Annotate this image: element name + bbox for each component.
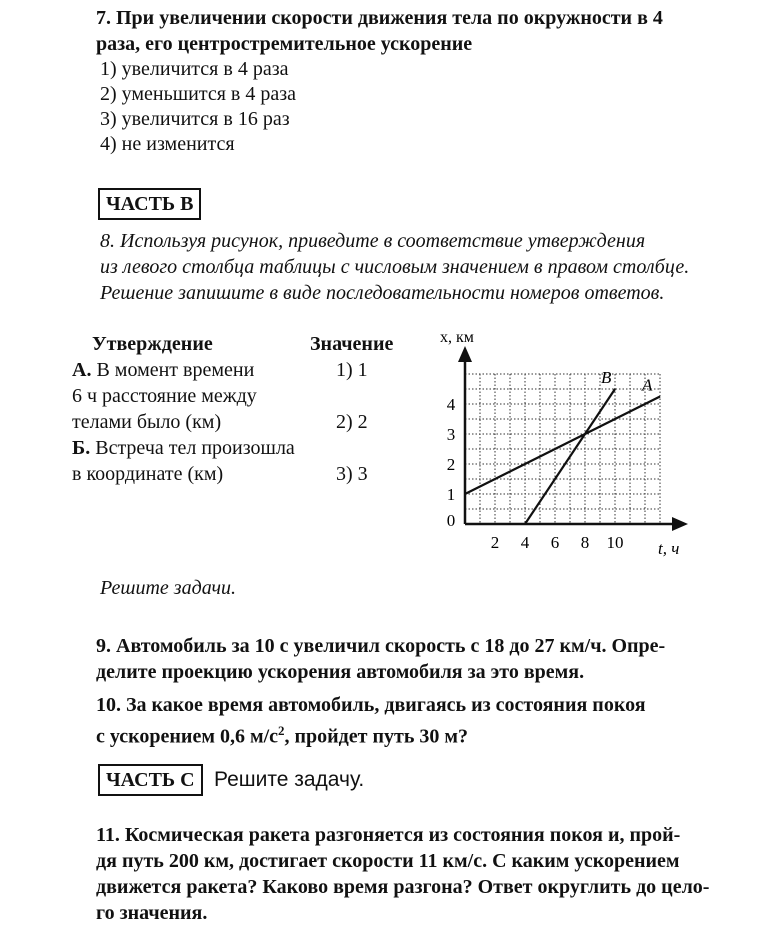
statement-a-letter: А. (72, 359, 92, 381)
x-tick-label: 2 (490, 533, 500, 552)
statement-b-letter: Б. (72, 437, 91, 459)
q7-options (100, 57, 296, 157)
y-tick-label: 0 (446, 511, 456, 530)
y-axis-arrow (458, 346, 472, 362)
statement-b-line1: Встреча тел произошла (95, 437, 295, 459)
q11-line2: дя путь 200 км, достигает скорости 11 км/с. С каким ускорением (96, 850, 680, 872)
q7-option-4: 4) не изменится (100, 133, 235, 155)
x-tick-label: 10 (606, 533, 624, 552)
position-time-chart (415, 305, 715, 565)
series-label-a: A (642, 375, 653, 395)
statement-a (72, 357, 295, 487)
statement-a-line1: В момент времени (96, 359, 255, 381)
q9-line1: 9. Автомобиль за 10 с увеличил скорость с 18 до 27 км/ч. Опре- (96, 635, 666, 657)
y-axis-label: x, км (440, 329, 474, 346)
part-c-instruction: Решите задачу. (214, 768, 365, 791)
x-axis-label: t, ч (658, 539, 680, 558)
y-tick-label: 1 (446, 485, 456, 504)
statement-b-line2: в координате (км) (72, 463, 224, 485)
q10-superscript: 2 (278, 723, 285, 738)
table-header-value: Значение (310, 333, 394, 355)
q9-line2: делите проекцию ускорения автомобиля за это время. (96, 661, 585, 683)
x-axis-arrow (672, 517, 688, 531)
q7-line2: раза, его центростремительное ускорение (96, 33, 473, 55)
x-tick-label: 8 (580, 533, 590, 552)
part-b-label: ЧАСТЬ В (98, 188, 201, 220)
series-label-b: B (601, 368, 612, 387)
statement-a-line3: телами было (км) (72, 411, 222, 433)
solve-label: Решите задачи. (100, 577, 236, 599)
q8-line1: 8. Используя рисунок, приведите в соответствие утверждения (100, 230, 646, 252)
q8-line2: из левого столбца таблицы с числовым значением в правом столбце. (100, 256, 690, 278)
statement-a-line2: 6 ч расстояние между (72, 385, 257, 407)
q10-line2-pre: с ускорением 0,6 м/с (96, 725, 279, 748)
q7-line1: 7. При увеличении скорости движения тела по окружности в 4 (96, 7, 663, 29)
q10-line2 (96, 718, 726, 750)
y-tick-label: 2 (446, 455, 456, 474)
q8-text (100, 228, 710, 306)
q9-text (96, 633, 706, 685)
q11-text (96, 822, 736, 926)
q7-option-1: 1) увеличится в 4 раза (100, 58, 289, 80)
part-c-label: ЧАСТЬ С (98, 764, 203, 796)
q11-line3: движется ракета? Каково время разгона? Ответ округлить до цело- (96, 876, 710, 898)
q11-line1: 11. Космическая ракета разгоняется из состояния покоя и, прой- (96, 824, 681, 846)
q11-line4: го значения. (96, 902, 208, 924)
q8-line3: Решение запишите в виде последовательности номеров ответов. (100, 282, 665, 304)
table-header-statement: Утверждение (92, 333, 213, 355)
q10-text (96, 692, 726, 750)
y-tick-label: 4 (446, 395, 456, 414)
q7-text (96, 5, 706, 57)
q10-line2-post: , пройдет путь 30 м? (284, 725, 469, 748)
x-tick-label: 6 (550, 533, 560, 552)
q10-line1: 10. За какое время автомобиль, двигаясь из состояния покоя (96, 694, 646, 716)
x-tick-label: 4 (520, 533, 530, 552)
y-tick-label: 3 (446, 425, 456, 444)
value-1: 1) 1 (336, 359, 368, 381)
q7-option-2: 2) уменьшится в 4 раза (100, 83, 297, 105)
q7-option-3: 3) увеличится в 16 раз (100, 108, 290, 130)
value-2: 2) 2 (336, 411, 368, 433)
value-3: 3) 3 (336, 463, 368, 485)
